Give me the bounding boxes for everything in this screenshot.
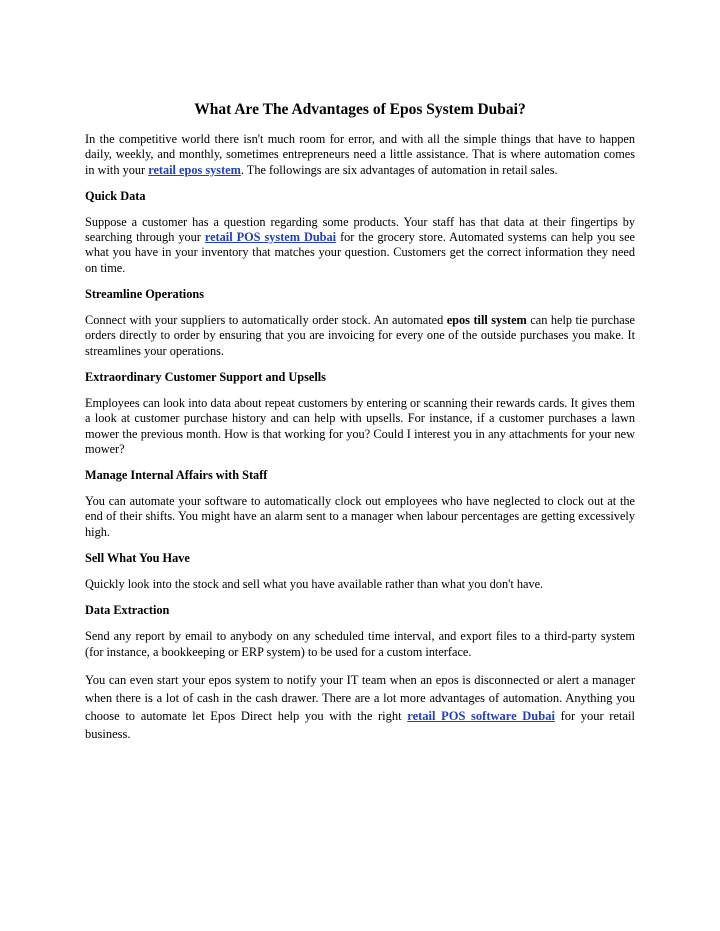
streamline-paragraph [85, 313, 635, 359]
intro-paragraph [85, 132, 635, 178]
retail-pos-software-dubai-link[interactable]: retail POS software Dubai [407, 708, 555, 723]
internal-affairs-paragraph: You can automate your software to automatically clock out employees who have neglected to clock out at the end of their shifts. You might have an alarm sent to a manager when labour percentages are getting excessively high. [85, 494, 635, 539]
quick-data-text-end: for the grocery store. Automated systems can help you see what you have in your inventory that matches your question. Customers get the correct information they need on time. [85, 230, 636, 275]
streamline-text-start: Connect with your suppliers to automatically order stock. An automated [85, 313, 447, 328]
quick-data-paragraph [85, 215, 635, 276]
heading-customer-support: Extraordinary Customer Support and Upsells [85, 369, 326, 384]
document-page [85, 101, 635, 754]
heading-data-extraction: Data Extraction [85, 603, 170, 618]
heading-quick-data: Quick Data [85, 188, 146, 203]
page-title: What Are The Advantages of Epos System Dubai? [194, 101, 526, 118]
intro-text-start: In the competitive world there isn't much room for error, and with all the simple things that have to happen daily, weekly, and monthly, sometimes entrepreneurs need a little assistance. That is where automation comes in with your [85, 132, 635, 177]
data-extraction-paragraph: Send any report by email to anybody on any scheduled time interval, and export files to a third-party system (for instance, a bookkeeping or ERP system) to be used for a custom interface. [85, 629, 635, 659]
quick-data-text-start: Suppose a customer has a question regarding some products. Your staff has that data at their fingertips by searching through your [85, 214, 635, 245]
intro-text-end: . The followings are six advantages of automation in retail sales. [240, 162, 558, 177]
sell-paragraph: Quickly look into the stock and sell what you have available rather than what you don't have. [85, 577, 544, 592]
epos-till-system-term: epos till system [446, 313, 527, 328]
heading-internal-affairs: Manage Internal Affairs with Staff [85, 468, 268, 483]
heading-streamline-operations: Streamline Operations [85, 287, 204, 302]
streamline-text-end: can help tie purchase orders directly to order by ensuring that you are invoicing for every one of the outside purchases you make. It streamlines your operations. [85, 313, 635, 358]
closing-paragraph [85, 671, 635, 743]
closing-text-end: for your retail business. [85, 708, 635, 741]
retail-pos-system-dubai-link[interactable]: retail POS system Dubai [204, 230, 337, 245]
customer-support-paragraph: Employees can look into data about repeat customers by entering or scanning their rewards cards. It gives them a look at customer purchase history and can help with upsells. For instance, if a customer purchases a lawn mower the previous month. How is that working for you? Could I interest you in any attachments for your new mower? [85, 395, 635, 456]
closing-text-start: You can even start your epos system to notify your IT team when an epos is disconnected or alert a manager when there is a lot of cash in the cash drawer. There are a lot more advantages of automation. Anything you choose to automate let Epos Direct help you with the right [85, 672, 635, 723]
heading-sell-what-you-have: Sell What You Have [85, 551, 190, 566]
retail-epos-system-link[interactable]: retail epos system [148, 162, 241, 177]
